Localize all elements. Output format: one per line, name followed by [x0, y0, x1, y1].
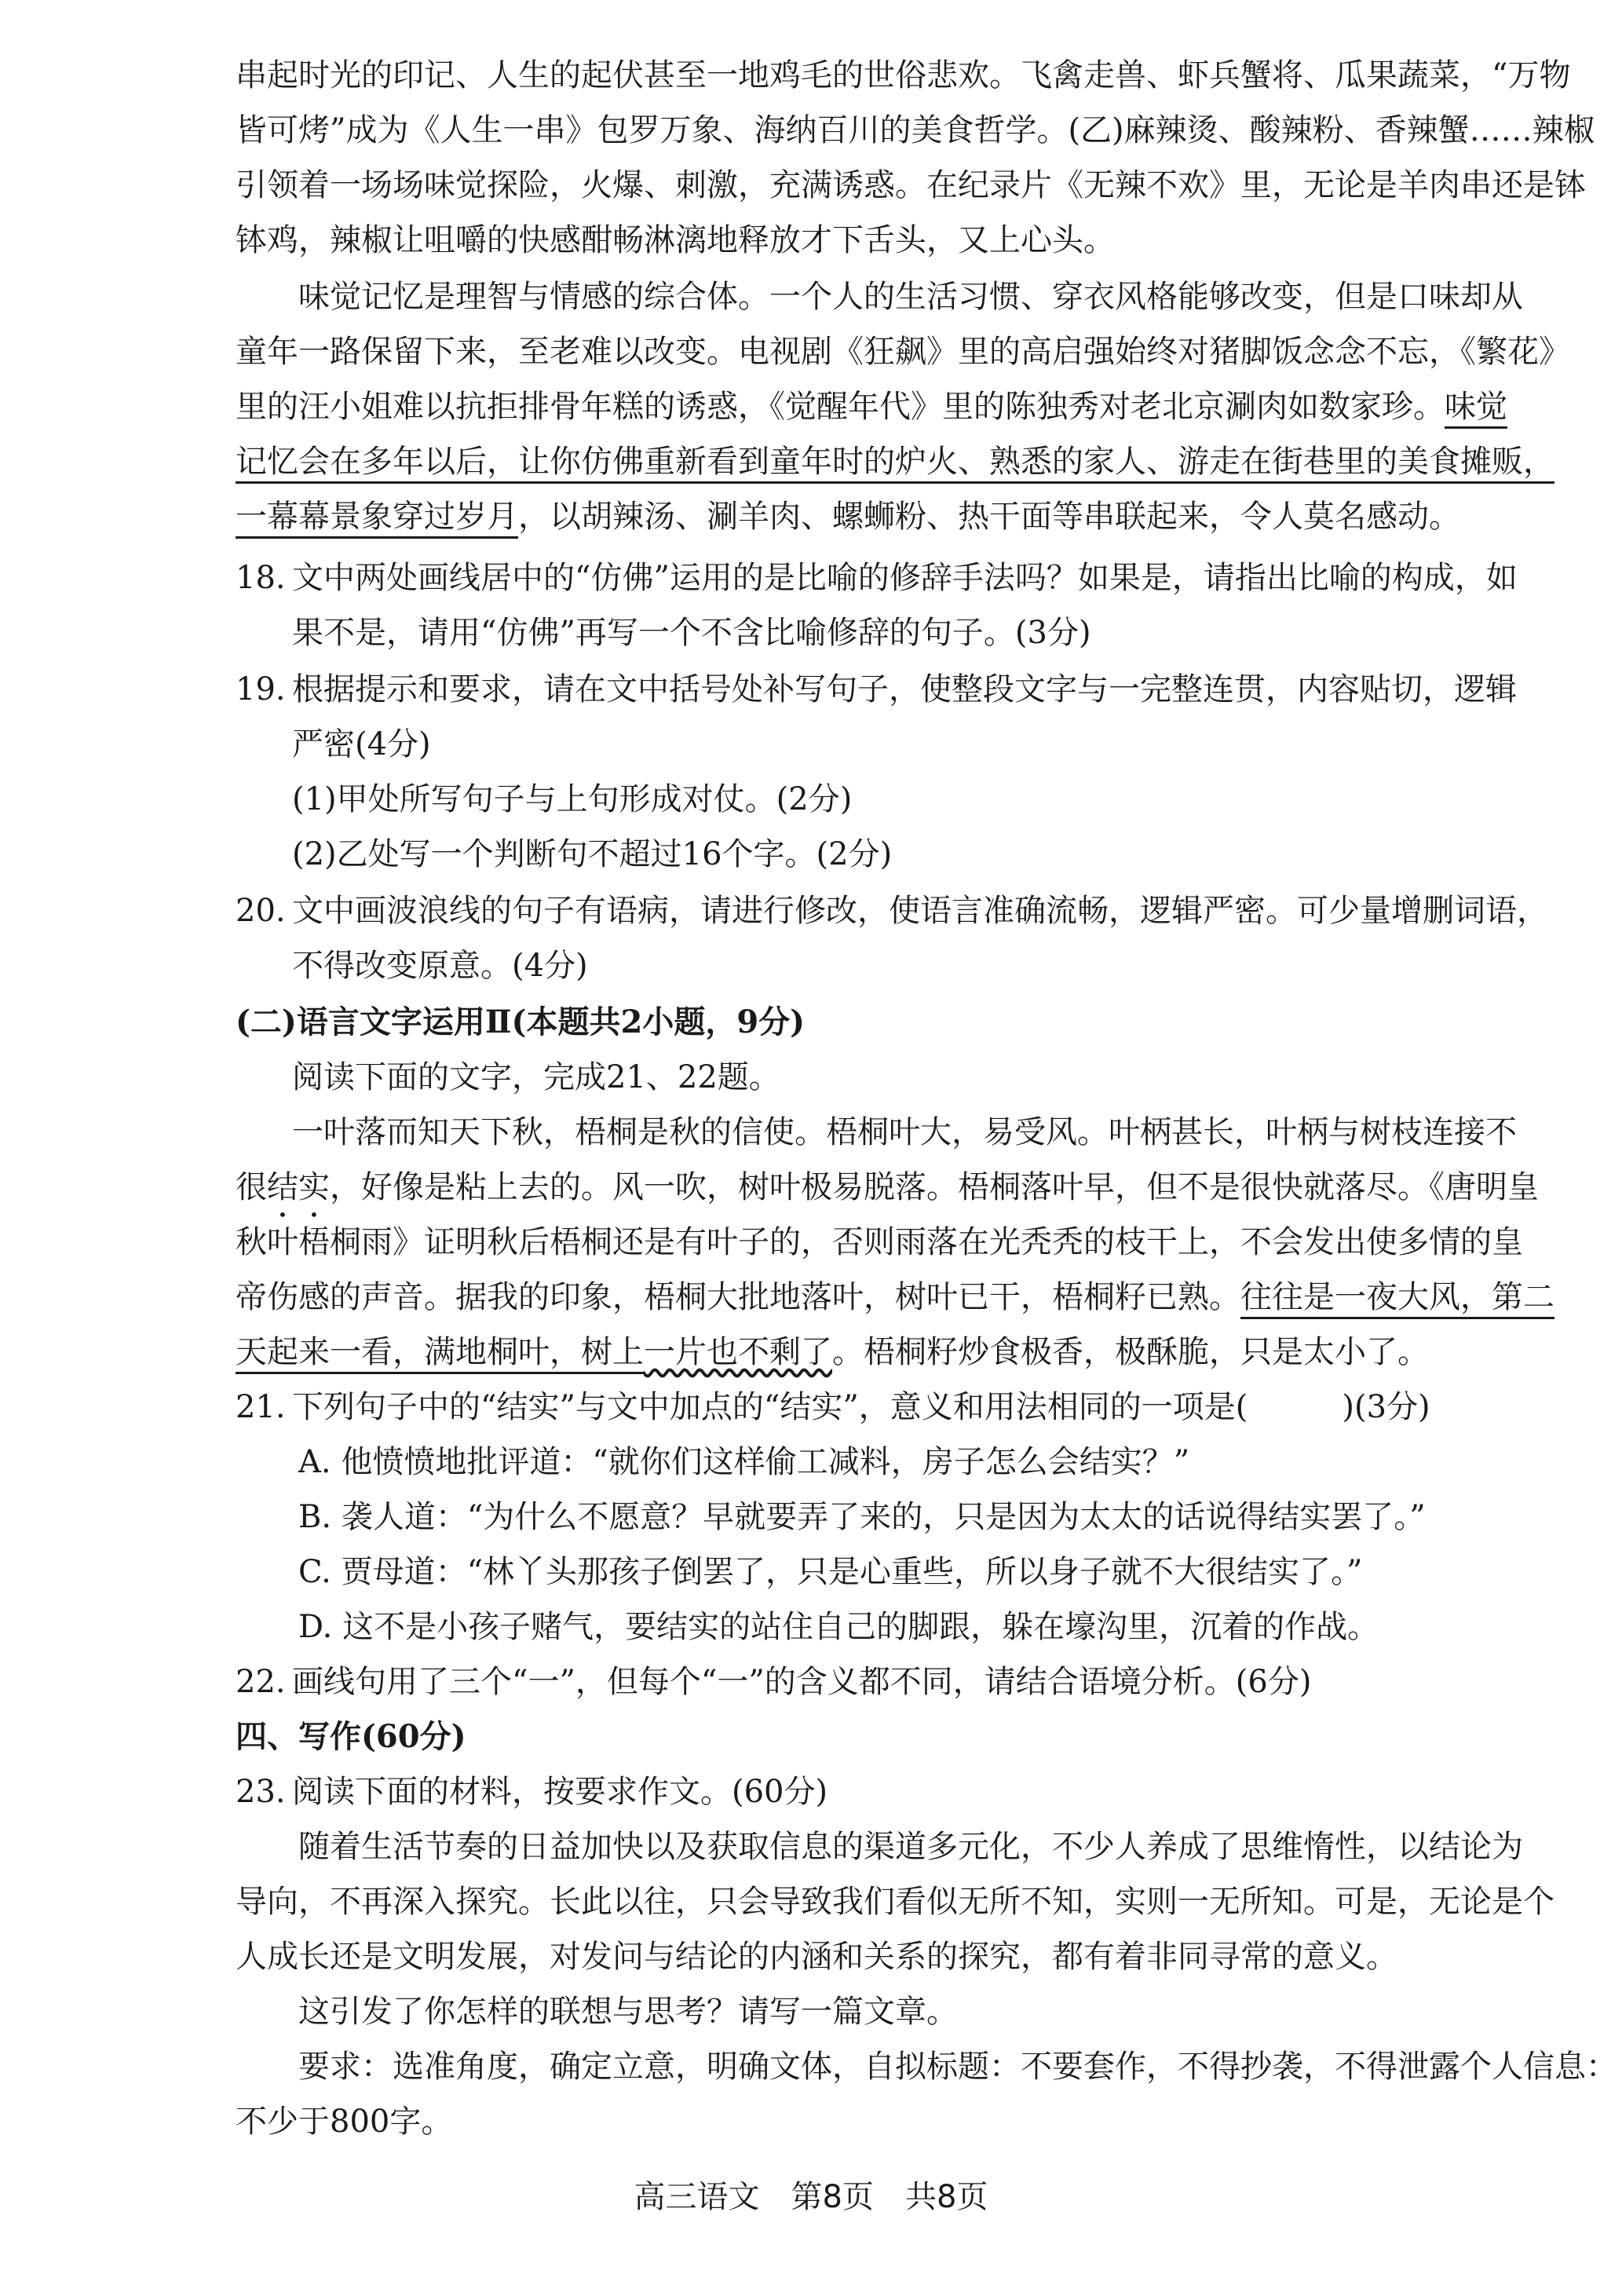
- passage-line: 串起时光的印记、人生的起伏甚至一地鸡毛的世俗悲欢。飞禽走兽、虾兵蟹将、瓜果蔬菜，“万物: [236, 57, 1571, 93]
- question-stem: 根据提示和要求，请在文中括号处补写句子，使整段文字与一完整连贯，内容贴切，逻辑: [292, 671, 1517, 707]
- question-number: 22.: [236, 1664, 286, 1700]
- passage-line: [236, 386, 1507, 430]
- passage-text: 里的汪小姐难以抗拒排骨年糕的诱惑，《觉醒年代》里的陈独秀对老北京涮肉如数家珍。: [236, 389, 1445, 425]
- question-stem: 文中画波浪线的句子有语病，请进行修改，使语言准确流畅，逻辑严密。可少量增删词语，: [292, 893, 1548, 929]
- question-stem: 画线句用了三个“一”，但每个“一”的含义都不同，请结合语境分析。(6分): [292, 1664, 1312, 1700]
- question-number: 18.: [236, 560, 286, 596]
- question-stem: 严密(4分): [292, 726, 431, 762]
- question-stem: 阅读下面的材料，按要求作文。(60分): [292, 1774, 828, 1810]
- dotted-word: 结实: [267, 1169, 330, 1205]
- question-stem: 果不是，请用“仿佛”再写一个不含比喻修辞的句子。(3分): [292, 615, 1091, 651]
- option-c: C. 贾母道：“林丫头那孩子倒罢了，只是心重些，所以身子就不大很结实了。”: [298, 1554, 1363, 1590]
- passage-line: 钵鸡，辣椒让咀嚼的快感酣畅淋漓地释放才下舌头，又上心头。: [236, 222, 1115, 258]
- section-intro: 阅读下面的文字，完成21、22题。: [292, 1059, 780, 1095]
- material-line: 人成长还是文明发展，对发问与结论的内涵和关系的探究，都有着非同寻常的意义。: [236, 1939, 1397, 1975]
- passage-line: [236, 1332, 1429, 1376]
- passage-line: [236, 1167, 1539, 1211]
- question-stem: 文中两处画线居中的“仿佛”运用的是比喻的修辞手法吗？如果是，请指出比喻的构成，如: [292, 560, 1518, 596]
- passage-line: 一叶落而知天下秋，梧桐是秋的信使。梧桐叶大，易受风。叶柄甚长，叶柄与树枝连接不: [292, 1114, 1517, 1150]
- passage-text: 帝伤感的声音。据我的印象，梧桐大批地落叶，树叶已干，梧桐籽已熟。: [236, 1279, 1240, 1315]
- underlined-sentence: 记忆会在多年以后，让你仿佛重新看到童年时的炉火、熟悉的家人、游走在街巷里的美食摊贩，: [236, 444, 1554, 484]
- question-stem: 下列句子中的“结实”与文中加点的“结实”，意义和用法相同的一项是( )(3分): [292, 1389, 1430, 1425]
- requirements: 不少于800字。: [236, 2104, 453, 2140]
- section-title: 四、写作(60分): [236, 1718, 466, 1755]
- passage-text: 很: [236, 1169, 267, 1205]
- underlined-sentence: 味觉: [1445, 389, 1507, 429]
- wavy-sentence: 一片也不剩了: [644, 1334, 832, 1370]
- writing-prompt: 这引发了你怎样的联想与思考？请写一篇文章。: [298, 1994, 958, 2030]
- section-title: (二)语言文字运用Ⅱ(本题共2小题，9分): [236, 1004, 806, 1040]
- question-stem: 不得改变原意。(4分): [292, 948, 588, 984]
- requirements: 要求：选准角度，确定立意，明确文体，自拟标题：不要套作，不得抄袭，不得泄露个人信息：: [298, 2049, 1617, 2085]
- option-a: A. 他愤愤地批评道：“就你们这样偷工减料，房子怎么会结实？”: [298, 1444, 1190, 1480]
- passage-text: ，好像是粘上去的。风一吹，树叶极易脱落。梧桐落叶早，但不是很快就落尽。《唐明皇: [330, 1169, 1539, 1205]
- sub-question: (2)乙处写一个判断句不超过16个字。(2分): [292, 836, 893, 872]
- material-line: 随着生活节奏的日益加快以及获取信息的渠道多元化，不少人养成了思维惰性，以结论为: [298, 1829, 1523, 1865]
- passage-line: 童年一路保留下来，至老难以改变。电视剧《狂飙》里的高启强始终对猪脚饭念念不忘，《繁花》: [236, 334, 1570, 370]
- question-number: 23.: [236, 1774, 286, 1810]
- material-line: 导向，不再深入探究。长此以往，只会导致我们看似无所不知，实则一无所知。可是，无论是个: [236, 1884, 1554, 1920]
- underlined-sentence: 天起来一看，满地桐叶，树上: [236, 1334, 644, 1374]
- passage-line: 引领着一场场味觉探险，火爆、刺激，充满诱惑。在纪录片《无辣不欢》里，无论是羊肉串还是钵: [236, 167, 1586, 203]
- underlined-sentence: 往往是一夜大风，第二: [1240, 1279, 1554, 1319]
- option-d: D. 这不是小孩子赌气，要结实的站住自己的脚跟，躲在壕沟里，沉着的作战。: [298, 1609, 1379, 1645]
- option-b: B. 袭人道：“为什么不愿意？早就要弄了来的，只是因为太太的话说得结实罢了。”: [298, 1499, 1426, 1535]
- underlined-sentence: 一幕幕景象穿过岁月: [236, 499, 518, 539]
- passage-line: 皆可烤”成为《人生一串》包罗万象、海纳百川的美食哲学。(乙)麻辣烫、酸辣粉、香辣蟹……辣椒: [236, 112, 1595, 148]
- passage-text: 。梧桐籽炒食极香，极酥脆，只是太小了。: [832, 1334, 1429, 1370]
- passage-line: [236, 441, 1554, 485]
- passage-line: [236, 1277, 1554, 1321]
- passage-text: ，以胡辣汤、涮羊肉、螺蛳粉、热干面等串联起来，令人莫名感动。: [518, 499, 1460, 535]
- question-number: 21.: [236, 1389, 286, 1425]
- passage-line: 味觉记忆是理智与情感的综合体。一个人的生活习惯、穿衣风格能够改变，但是口味却从: [298, 279, 1523, 315]
- passage-line: 秋叶梧桐雨》证明秋后梧桐还是有叶子的，否则雨落在光秃秃的枝干上，不会发出使多情的皇: [236, 1224, 1523, 1260]
- page-footer: 高三语文 第8页 共8页: [634, 2179, 988, 2215]
- question-number: 19.: [236, 671, 286, 707]
- sub-question: (1)甲处所写句子与上句形成对仗。(2分): [292, 781, 853, 817]
- passage-line: [236, 496, 1460, 540]
- question-number: 20.: [236, 893, 286, 929]
